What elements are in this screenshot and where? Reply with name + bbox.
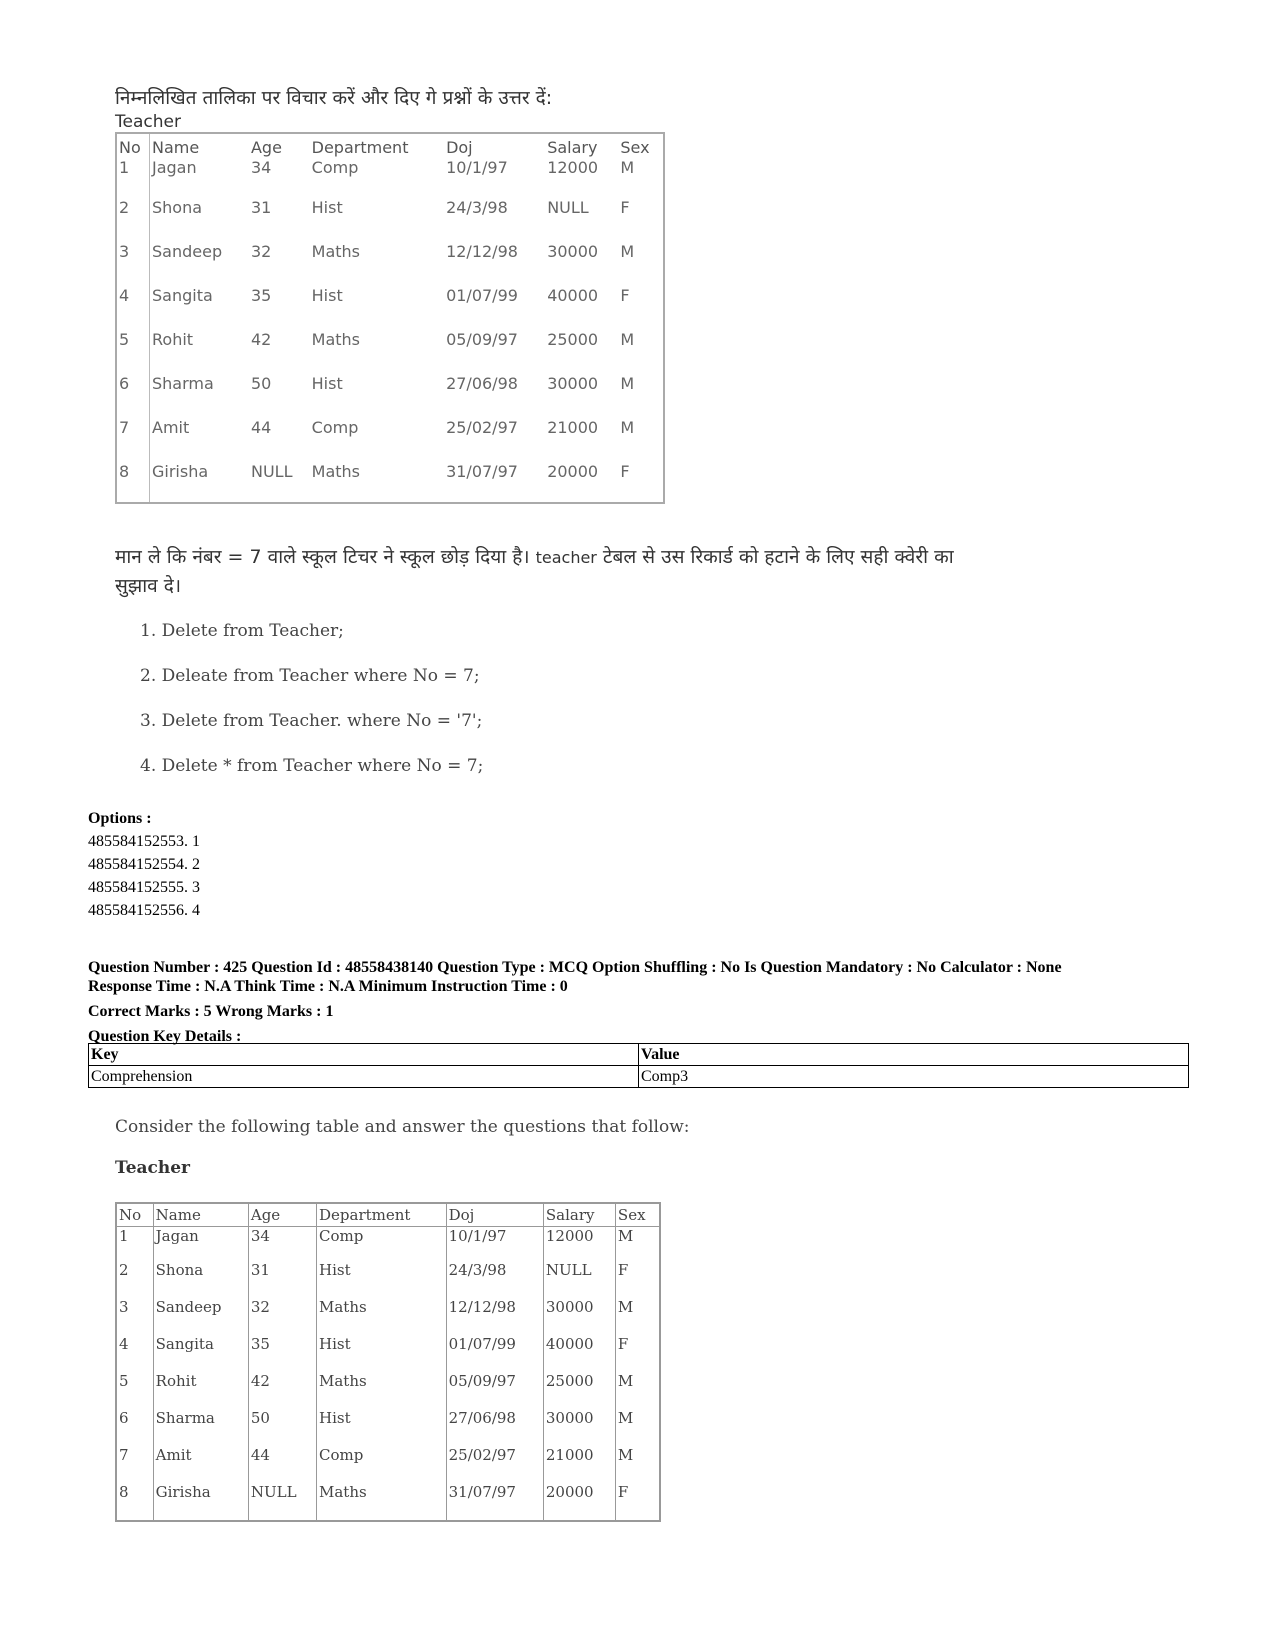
hindi-table-caption: Teacher — [115, 112, 181, 132]
cell: F — [615, 1335, 660, 1372]
cell: 25000 — [547, 330, 599, 349]
cell: 34 — [248, 1227, 316, 1262]
cell: 30000 — [547, 374, 599, 393]
hindi-passage — [115, 86, 1015, 504]
cell: 32 — [248, 1298, 316, 1335]
table-row — [116, 1261, 660, 1298]
table-row — [116, 238, 664, 282]
table-row — [116, 1446, 660, 1483]
cell: M — [620, 418, 635, 437]
cell: 31/07/97 — [446, 1483, 543, 1521]
cell: 31 — [248, 1261, 316, 1298]
cell: Jagan — [152, 158, 197, 177]
cell: F — [620, 286, 630, 305]
cell: 20000 — [543, 1483, 615, 1521]
cell: 42 — [250, 330, 272, 349]
meta-line-question-info: Question Number : 425 Question Id : 48558438140 Question Type : MCQ Option Shuffling : No Is Question Mandatory : No Calculator : None — [88, 959, 1062, 976]
cell: 40000 — [543, 1335, 615, 1372]
cell: 01/07/99 — [446, 286, 518, 305]
cell: Maths — [317, 1483, 447, 1521]
cell: 05/09/97 — [446, 1372, 543, 1409]
cell: Comp — [311, 418, 359, 437]
cell: 3 — [116, 1298, 153, 1335]
cell: 30000 — [543, 1409, 615, 1446]
cell: 25/02/97 — [446, 418, 518, 437]
cell: Comp — [317, 1446, 447, 1483]
cell: NULL — [547, 198, 589, 217]
cell: Hist — [311, 198, 343, 217]
cell: M — [620, 158, 635, 177]
english-intro-text: Consider the following table and answer the questions that follow: — [115, 1117, 690, 1137]
option-item: 485584152555. 3 — [88, 879, 200, 896]
cell: Maths — [317, 1298, 447, 1335]
question-part2: टेबल से उस रिकार्ड को हटाने के लिए सही क्वेरी का सुझाव दे। — [115, 546, 954, 597]
question-inline-en: teacher — [535, 548, 597, 567]
col-header-doj: Doj — [446, 1203, 543, 1227]
cell: Maths — [317, 1372, 447, 1409]
cell: 1 — [116, 158, 150, 194]
cell: Hist — [317, 1335, 447, 1372]
table-row — [116, 326, 664, 370]
key-header: Key — [89, 1044, 639, 1066]
cell: Sangita — [152, 286, 213, 305]
cell: 31 — [250, 198, 272, 217]
cell: 10/1/97 — [446, 1227, 543, 1262]
cell: Rohit — [153, 1372, 248, 1409]
table-row — [116, 1409, 660, 1446]
cell: Hist — [311, 374, 343, 393]
cell: M — [620, 374, 635, 393]
cell: Girisha — [153, 1483, 248, 1521]
table-header-row — [89, 1044, 1189, 1066]
cell: 1 — [116, 1227, 153, 1262]
cell: M — [620, 242, 635, 261]
cell: Girisha — [152, 462, 209, 481]
cell: 50 — [248, 1409, 316, 1446]
cell: 8 — [116, 1483, 153, 1521]
cell: 24/3/98 — [446, 1261, 543, 1298]
meta-line-key-details: Question Key Details : — [88, 1028, 242, 1045]
cell: Rohit — [152, 330, 194, 349]
cell: 12000 — [543, 1227, 615, 1262]
cell: NULL — [543, 1261, 615, 1298]
cell: M — [615, 1446, 660, 1483]
cell: M — [620, 330, 635, 349]
col-header-salary: Salary — [543, 1203, 615, 1227]
cell: 10/1/97 — [446, 158, 508, 177]
table-row — [116, 458, 664, 503]
col-header-salary: Salary — [547, 137, 598, 157]
question-meta — [88, 958, 1188, 1046]
cell: 21000 — [547, 418, 599, 437]
cell: 40000 — [547, 286, 599, 305]
table-row — [116, 414, 664, 458]
table-row — [116, 370, 664, 414]
cell: 2 — [116, 1261, 153, 1298]
cell: Amit — [152, 418, 190, 437]
cell: 05/09/97 — [446, 330, 518, 349]
col-header-department: Department — [317, 1203, 447, 1227]
option-item: 485584152553. 1 — [88, 833, 200, 850]
choice-item: 1. Delete from Teacher; — [140, 621, 344, 641]
cell: 25/02/97 — [446, 1446, 543, 1483]
value-cell: Comp3 — [639, 1066, 1189, 1088]
cell: 4 — [116, 282, 150, 326]
cell: 35 — [248, 1335, 316, 1372]
cell: 31/07/97 — [446, 462, 518, 481]
cell: 20000 — [547, 462, 599, 481]
cell: 01/07/99 — [446, 1335, 543, 1372]
cell: Sangita — [153, 1335, 248, 1372]
table-header-row — [116, 133, 664, 158]
cell: 7 — [116, 1446, 153, 1483]
options-title: Options : — [88, 810, 152, 827]
table-row — [116, 1483, 660, 1521]
cell: Maths — [311, 330, 360, 349]
cell: NULL — [250, 462, 293, 481]
cell: 3 — [116, 238, 150, 282]
cell: M — [615, 1298, 660, 1335]
cell: 32 — [250, 242, 272, 261]
cell: 2 — [116, 194, 150, 238]
cell: Hist — [317, 1261, 447, 1298]
cell: 6 — [116, 1409, 153, 1446]
cell: F — [615, 1261, 660, 1298]
table-row — [116, 194, 664, 238]
col-header-name: Name — [152, 137, 200, 157]
cell: 12000 — [547, 158, 599, 177]
table-row — [116, 1372, 660, 1409]
table-row — [116, 282, 664, 326]
hindi-question-text — [115, 543, 995, 600]
cell: 30000 — [543, 1298, 615, 1335]
choice-item: 4. Delete * from Teacher where No = 7; — [140, 756, 484, 776]
cell: 25000 — [543, 1372, 615, 1409]
cell: Comp — [311, 158, 359, 177]
cell: Sharma — [153, 1409, 248, 1446]
cell: 44 — [250, 418, 272, 437]
cell: Shona — [153, 1261, 248, 1298]
cell: Hist — [317, 1409, 447, 1446]
value-header: Value — [639, 1044, 1189, 1066]
cell: Maths — [311, 462, 360, 481]
cell: Amit — [153, 1446, 248, 1483]
english-table-caption: Teacher — [115, 1158, 191, 1178]
cell: M — [615, 1227, 660, 1262]
meta-line-marks: Correct Marks : 5 Wrong Marks : 1 — [88, 1003, 334, 1020]
col-header-name: Name — [153, 1203, 248, 1227]
choice-item: 2. Deleate from Teacher where No = 7; — [140, 666, 480, 686]
cell: 34 — [250, 158, 272, 177]
cell: 5 — [116, 326, 150, 370]
hindi-intro-text: निम्नलिखित तालिका पर विचार करें और दिए गे प्रश्नों के उत्तर दें: — [115, 87, 553, 109]
col-header-no: No — [116, 133, 150, 158]
cell: 4 — [116, 1335, 153, 1372]
col-header-sex: Sex — [620, 137, 650, 157]
col-header-doj: Doj — [446, 137, 473, 157]
cell: F — [615, 1483, 660, 1521]
cell: 12/12/98 — [446, 242, 518, 261]
cell: M — [615, 1372, 660, 1409]
cell: 30000 — [547, 242, 599, 261]
cell: 7 — [116, 414, 150, 458]
cell: Jagan — [153, 1227, 248, 1262]
table-row — [116, 1335, 660, 1372]
cell: Maths — [311, 242, 360, 261]
col-header-age: Age — [248, 1203, 316, 1227]
cell: 21000 — [543, 1446, 615, 1483]
col-header-department: Department — [311, 137, 409, 157]
meta-line-timing: Response Time : N.A Think Time : N.A Minimum Instruction Time : 0 — [88, 978, 568, 995]
choice-item: 3. Delete from Teacher. where No = '7'; — [140, 711, 483, 731]
cell: Sharma — [152, 374, 214, 393]
cell: Hist — [311, 286, 343, 305]
cell: F — [620, 462, 630, 481]
choice-list — [140, 620, 483, 800]
cell: 6 — [116, 370, 150, 414]
cell: 12/12/98 — [446, 1298, 543, 1335]
cell: 50 — [250, 374, 272, 393]
cell: NULL — [248, 1483, 316, 1521]
cell: Sandeep — [153, 1298, 248, 1335]
key-cell: Comprehension — [89, 1066, 639, 1088]
table-header-row — [116, 1203, 660, 1227]
cell: Sandeep — [152, 242, 223, 261]
option-item: 485584152556. 4 — [88, 902, 200, 919]
cell: 27/06/98 — [446, 374, 518, 393]
cell: 27/06/98 — [446, 1409, 543, 1446]
cell: Shona — [152, 198, 203, 217]
cell: 24/3/98 — [446, 198, 508, 217]
col-header-sex: Sex — [615, 1203, 660, 1227]
cell: 42 — [248, 1372, 316, 1409]
table-row — [116, 158, 664, 194]
cell: 8 — [116, 458, 150, 503]
key-details-table — [88, 1043, 1189, 1088]
table-row — [89, 1066, 1189, 1088]
col-header-no: No — [116, 1203, 153, 1227]
cell: Comp — [317, 1227, 447, 1262]
teacher-table-english — [115, 1202, 661, 1522]
cell: 44 — [248, 1446, 316, 1483]
teacher-table-hindi — [115, 132, 665, 504]
table-row — [116, 1298, 660, 1335]
col-header-age: Age — [250, 137, 282, 157]
cell: 5 — [116, 1372, 153, 1409]
table-row — [116, 1227, 660, 1262]
cell: F — [620, 198, 630, 217]
cell: M — [615, 1409, 660, 1446]
cell: 35 — [250, 286, 272, 305]
question-part1: मान ले कि नंबर = 7 वाले स्कूल टिचर ने स्कूल छोड़ दिया है। — [115, 546, 530, 568]
option-item: 485584152554. 2 — [88, 856, 200, 873]
options-block — [88, 807, 200, 922]
